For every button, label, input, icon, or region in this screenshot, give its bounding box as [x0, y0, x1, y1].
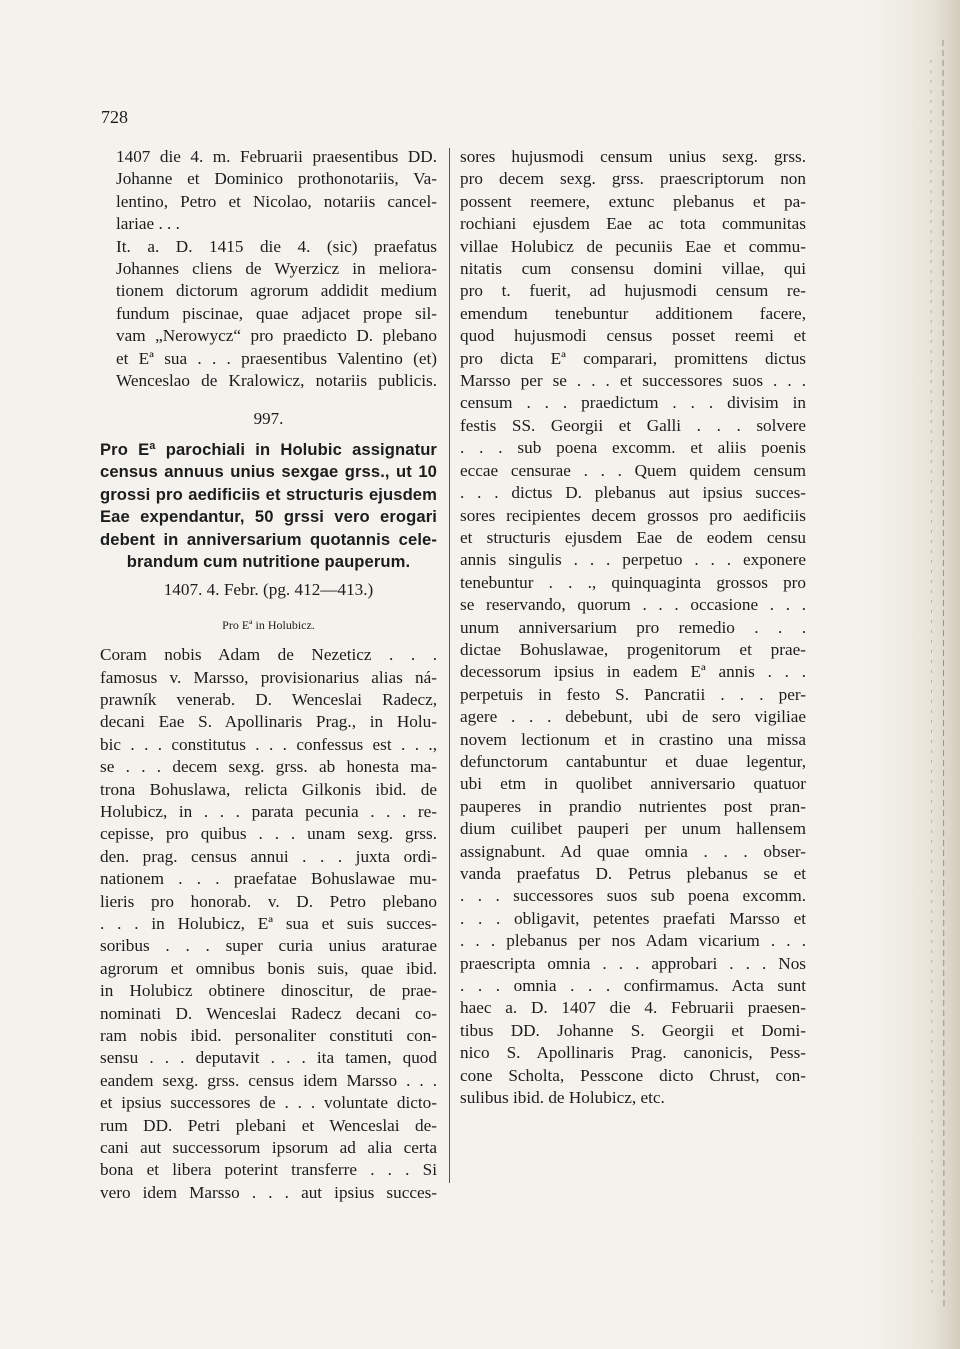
heading-line: debent in anniversarium quotannis cele- — [100, 529, 437, 549]
scan-edge-shadow — [845, 0, 960, 1349]
document-heading — [100, 439, 437, 573]
text-line: It. a. D. 1415 die 4. (sic) praefatus — [116, 236, 437, 256]
text-line: cani aut successorum ipsorum ad alia certa — [100, 1138, 437, 1158]
text-line: soribus . . . super curia unius araturae — [100, 936, 437, 956]
text-line: . . . dictus D. plebanus aut ipsius succes- — [460, 483, 806, 503]
text-line: . . . plebanus per nos Adam vicarium . . . — [460, 931, 806, 951]
text-line: et Eª sua . . . praesentibus Valentino (et) — [116, 348, 437, 368]
text-line: ram nobis ibid. personaliter constituti con- — [100, 1026, 437, 1046]
text-line: tionem dictorum agrorum addidit medium — [116, 281, 437, 301]
text-line: Holubicz, in . . . parata pecunia . . . re- — [100, 801, 437, 821]
text-line: Coram nobis Adam de Nezeticz . . . — [100, 645, 437, 665]
text-line: . . . in Holubicz, Eª sua et suis succes- — [100, 914, 437, 933]
text-line: nationem . . . praefatae Bohuslawae mu- — [100, 869, 437, 889]
text-line: . . . successores suos sub poena excomm. — [460, 886, 806, 906]
text-line: decessorum ipsius in eadem Eª annis . . . — [460, 662, 806, 682]
text-line: pro t. fuerit, ad hujusmodi censum re- — [460, 281, 806, 301]
text-line: pro decem sexg. grss. praescriptorum non — [460, 169, 806, 189]
text-line: cone Scholta, Pesscone dicto Chrust, con- — [460, 1065, 806, 1085]
text-line: agrorum et omnibus bonis suis, quae ibid. — [100, 958, 437, 978]
text-line: eandem sexg. grss. census idem Marsso . . . — [100, 1070, 437, 1090]
text-line: tibus DD. Johanne S. Georgii et Domi- — [460, 1020, 806, 1040]
text-line: et ipsius successores de . . . voluntate dicto- — [100, 1093, 437, 1113]
text-line: perpetuis in festo S. Pancratii . . . per- — [460, 684, 806, 704]
text-line: . . . obligavit, petentes praefati Marsso et — [460, 908, 806, 928]
document-date: 1407. 4. Febr. (pg. 412—413.) — [163, 580, 374, 600]
text-line: festis SS. Georgii et Galli . . . solvere — [460, 415, 806, 435]
text-line: censum . . . praedictum . . . divisim in — [460, 393, 806, 413]
heading-line: Eae expendantur, 50 grssi vero erogari — [100, 507, 437, 527]
text-line: den. prag. census annui . . . juxta ordi- — [100, 846, 437, 866]
text-line: vam „Nerowycz“ pro praedicto D. plebano — [116, 326, 437, 346]
heading-line: brandum cum nutritione pauperum. — [126, 551, 411, 571]
text-line: annis singulis . . . perpetuo . . . exponere — [460, 550, 806, 570]
text-line: possent reemere, extunc plebanus et pa- — [460, 191, 806, 211]
text-line: se . . . decem sexg. grss. ab honesta ma- — [100, 757, 437, 777]
text-line: cepisse, pro quibus . . . unam sexg. grss. — [100, 824, 437, 844]
right-column — [460, 146, 806, 1109]
text-line: lieris pro honorab. v. D. Petro plebano — [100, 891, 437, 911]
text-line: nominati D. Wenceslai Radecz decani co- — [100, 1003, 437, 1023]
text-line: dictae Bohuslawae, progenitorum et prae- — [460, 639, 806, 659]
text-line: novem lectionum et in crastino una missa — [460, 729, 806, 749]
intro-paragraph — [100, 146, 437, 236]
text-line: quod hujusmodi census posset reemi et — [460, 326, 806, 346]
text-line: . . . sub poena excomm. et aliis poenis — [460, 438, 806, 458]
text-line: . . . omnia . . . confirmamus. Acta sunt — [460, 976, 806, 996]
document-sub-heading: Pro Eª in Holubicz. — [222, 617, 315, 632]
text-line: pro dicta Eª comparari, promittens dictus — [460, 348, 806, 368]
text-line: rum DD. Petri plebani et Wenceslai de- — [100, 1115, 437, 1135]
text-line: Johannes cliens de Wyerzicz in meliora- — [116, 259, 437, 279]
text-line: 1407 die 4. m. Februarii praesentibus DD. — [116, 147, 437, 166]
text-line: vanda praefatus D. Petrus plebanus se et — [460, 864, 806, 883]
text-line: lariae . . . — [116, 214, 180, 234]
text-line: nitatis cum consensu domini villae, qui — [460, 259, 806, 279]
text-line: villae Holubicz de pecuniis Eae et commu- — [460, 236, 806, 256]
text-line: famosus v. Marsso, provisionarius alias ná- — [100, 667, 437, 687]
text-line: sulibus ibid. de Holubicz, etc. — [460, 1088, 665, 1108]
heading-line: Pro Eª parochiali in Holubic assignatur — [100, 439, 437, 459]
column-divider — [449, 148, 450, 1183]
text-line: sores hujusmodi censum unius sexg. grss. — [460, 147, 806, 166]
text-line: sensu . . . deputavit . . . ita tamen, quod — [100, 1048, 437, 1068]
text-line: agere . . . debebunt, ubi de sero vigiliae — [460, 707, 806, 727]
heading-line: census annuus unius sexgae grss., ut 10 — [100, 462, 437, 482]
left-column — [100, 146, 437, 1204]
text-line: rochiani ejusdem Eae ac tota communitas — [460, 214, 806, 234]
text-line: et structuris ejusdem Eae de eodem censu — [460, 527, 806, 547]
text-line: se reservando, quorum . . . occasione . . . — [460, 595, 806, 615]
text-line: lentino, Petro et Nicolao, notariis cancel- — [116, 191, 437, 211]
text-line: bic . . . constitutus . . . confessus est . . ., — [100, 734, 437, 754]
text-line: assignabunt. Ad quae omnia . . . obser- — [460, 841, 806, 861]
heading-line: grossi pro aedificiis et structuris ejusdem — [100, 484, 437, 504]
text-line: tenebuntur . . ., quinquaginta grossos pro — [460, 572, 806, 592]
document-number: 997. — [253, 409, 284, 429]
text-line: decani Eae S. Apollinaris Prag., in Holu- — [100, 712, 437, 732]
text-line: Marsso per se . . . et successores suos . . . — [460, 371, 806, 391]
text-line: sores recipientes decem grossos pro aedificiis — [460, 505, 806, 525]
text-line: trona Bohuslawa, relicta Gilkonis ibid. de — [100, 779, 437, 799]
text-line: unum anniversarium pro remedio . . . — [460, 617, 806, 637]
text-line: defunctorum cantabuntur et duae legentur, — [460, 751, 806, 771]
item-paragraph — [100, 236, 437, 393]
text-line: Johanne et Dominico prothonotariis, Va- — [116, 169, 437, 189]
text-line: in Holubicz obtinere dinoscitur, de prae- — [100, 981, 437, 1001]
text-line: eccae censurae . . . Quem quidem censum — [460, 460, 806, 480]
text-line: dium cuilibet pauperi per unum hallensem — [460, 819, 806, 839]
text-line: bona et libera poterint transferre . . . Si — [100, 1160, 437, 1180]
text-line: prawník venerab. D. Wenceslai Radecz, — [100, 689, 437, 709]
text-line: pauperes in prandio nutrientes post pran- — [460, 796, 806, 816]
text-line: Wenceslao de Kralowicz, notariis publicis. — [116, 371, 437, 391]
text-line: nico S. Apollinaris Prag. canonicis, Pess- — [460, 1043, 806, 1063]
text-line: ubi etm in quolibet anniversario quatuor — [460, 774, 806, 794]
text-line: emendum tenebuntur additionem facere, — [460, 303, 806, 323]
text-line: fundum piscinae, quae adjacet prope sil- — [116, 303, 437, 323]
page-number: 728 — [101, 107, 128, 127]
text-line: haec a. D. 1407 die 4. Februarii praesen- — [460, 998, 806, 1018]
body-paragraph — [100, 644, 437, 1204]
right-paragraph — [460, 146, 806, 1109]
text-line: praescripta omnia . . . approbari . . . Nos — [460, 953, 806, 973]
text-line: vero idem Marsso . . . aut ipsius succes- — [100, 1182, 437, 1202]
